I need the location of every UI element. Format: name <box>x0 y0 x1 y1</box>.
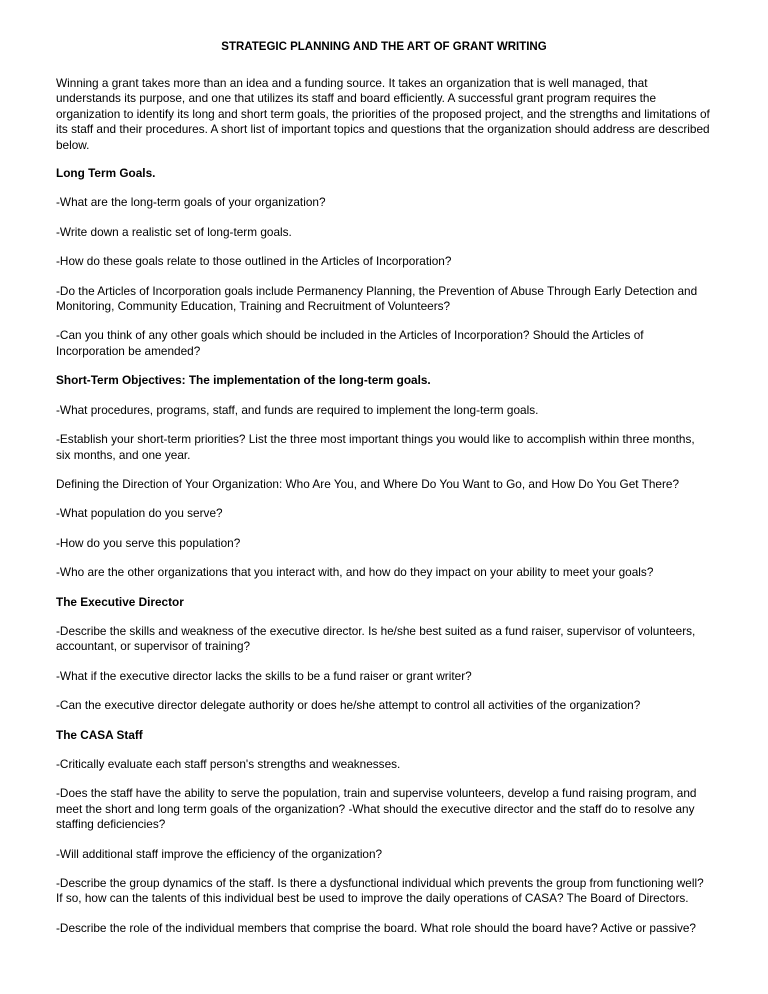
document-title: STRATEGIC PLANNING AND THE ART OF GRANT WRITING <box>221 41 547 53</box>
question-paragraph: -Describe the role of the individual members that comprise the board. What role should the board have? Active or passive? <box>56 920 696 935</box>
question-paragraph: -Who are the other organizations that you interact with, and how do they impact on your ability to meet your goals? <box>56 565 654 580</box>
question-paragraph: -What population do you serve? <box>56 506 223 521</box>
question-paragraph: -How do you serve this population? <box>56 535 241 550</box>
section-heading-casa-staff: The CASA Staff <box>56 727 143 742</box>
question-paragraph: -What are the long-term goals of your organization? <box>56 195 326 210</box>
question-paragraph: -Describe the skills and weakness of the executive director. Is he/she best suited as a fund raiser, supervisor of volunteers, accountant, or supervisor of training? <box>56 623 696 654</box>
section-heading-long-term: Long Term Goals. <box>56 166 156 181</box>
question-paragraph: -Critically evaluate each staff person's strengths and weaknesses. <box>56 756 401 771</box>
question-paragraph: -How do these goals relate to those outlined in the Articles of Incorporation? <box>56 254 452 269</box>
question-paragraph: -Do the Articles of Incorporation goals include Permanency Planning, the Prevention of Abuse Through Early Detection and Monitoring, Community Education, Training and Recruitment of Volunteers? <box>56 283 698 314</box>
question-paragraph: -Does the staff have the ability to serve the population, train and supervise volunteers, develop a fund raising program, and meet the short and long term goals of the organization? -What should the executive director and the staff do to resolve any staffing deficiencies? <box>56 786 697 832</box>
question-paragraph: -Can you think of any other goals which should be included in the Articles of Incorporation? Should the Articles of Incorporation be amended? <box>56 328 644 358</box>
direction-subheading: Defining the Direction of Your Organization: Who Are You, and Where Do You Want to Go, and How Do You Get There? <box>56 476 680 491</box>
question-paragraph: -What if the executive director lacks the skills to be a fund raiser or grant writer? <box>56 668 472 683</box>
question-paragraph: -Write down a realistic set of long-term goals. <box>56 224 292 239</box>
section-heading-short-term: Short-Term Objectives: The implementation of the long-term goals. <box>56 373 431 388</box>
question-paragraph: -Can the executive director delegate authority or does he/she attempt to control all activities of the organization? <box>56 698 641 713</box>
question-paragraph: -Establish your short-term priorities? List the three most important things you would like to accomplish within three months, six months, and one year. <box>56 432 695 462</box>
question-paragraph: -Describe the group dynamics of the staff. Is there a dysfunctional individual which prevents the group from functioning well? If so, how can the talents of this individual best be used to improve the daily operations of CASA? The Board of Directors. <box>56 876 704 906</box>
section-heading-executive-director: The Executive Director <box>56 594 184 609</box>
question-paragraph: -Will additional staff improve the efficiency of the organization? <box>56 846 383 861</box>
question-paragraph: -What procedures, programs, staff, and funds are required to implement the long-term goals. <box>56 402 539 417</box>
intro-paragraph: Winning a grant takes more than an idea and a funding source. It takes an organization that is well managed, that understands its purpose, and one that utilizes its staff and board efficiently. A successful grant program requires the organization to identify its long and short term goals, the priorities of the proposed project, and the strengths and limitations of its staff and their procedures. A short list of important topics and questions that the organization should address are described below. <box>56 76 710 152</box>
